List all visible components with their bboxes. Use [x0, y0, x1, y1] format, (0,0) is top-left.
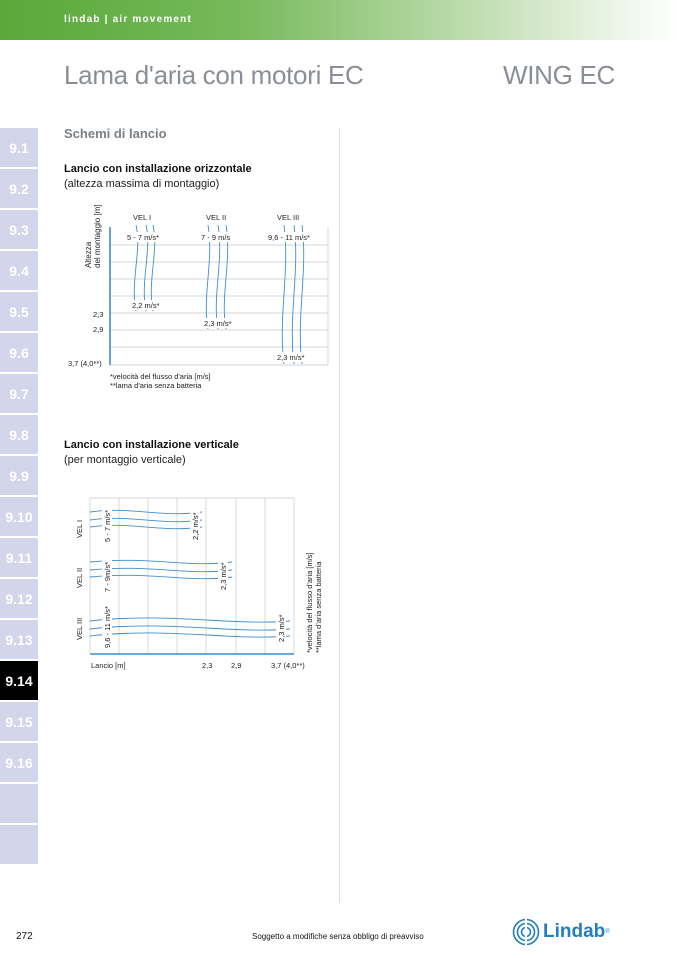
height-axis-label-2: del montaggio [m]: [93, 204, 102, 268]
distance-tick-2: 2,9: [231, 661, 242, 670]
start-speed-vel-2: 7 - 9m/s*: [103, 561, 112, 592]
end-speed-vert-vel-3: 2,3 m/s*: [277, 614, 286, 642]
horizontal-heading: Lancio con installazione orizzontale: [64, 163, 252, 175]
column-vel-2: VEL II: [206, 213, 227, 222]
tab-empty[interactable]: [0, 825, 38, 864]
vertical-heading: Lancio con installazione verticale: [64, 439, 239, 451]
start-speed-vel-1: 5 - 7 m/s*: [103, 509, 112, 542]
tab-9-8[interactable]: 9.8: [0, 415, 38, 454]
tab-9-10[interactable]: 9.10: [0, 497, 38, 536]
page-title: Lama d'aria con motori EC: [64, 60, 364, 90]
horizontal-throw-diagram: [60, 196, 340, 401]
tab-9-1[interactable]: 9.1: [0, 128, 38, 167]
top-bar: [0, 0, 677, 40]
tab-9-2[interactable]: 9.2: [0, 169, 38, 208]
product-title: WING EC: [502, 60, 615, 90]
tab-9-4[interactable]: 9.4: [0, 251, 38, 290]
end-speed-vel-2: 2,3 m/s*: [204, 319, 232, 328]
start-speed-vel-3: 9,6 - 11 m/s*: [103, 606, 112, 648]
distance-tick-1: 2,3: [202, 661, 213, 670]
chapter-tabs: [0, 128, 38, 866]
footer-note: Soggetto a modifiche senza obbligo di preavviso: [252, 932, 424, 941]
tab-9-6[interactable]: 9.6: [0, 333, 38, 372]
column-vel-3: VEL III: [277, 213, 300, 222]
vertical-footnote-2: **lama d'aria senza batteria: [314, 561, 323, 653]
tab-9-9[interactable]: 9.9: [0, 456, 38, 495]
tab-empty[interactable]: [0, 784, 38, 823]
tab-9-11[interactable]: 9.11: [0, 538, 38, 577]
end-speed-vel-3: 2,3 m/s*: [277, 353, 305, 362]
vertical-footnote-1: *velocità del flusso d'aria [m/s]: [305, 552, 314, 653]
horizontal-footnote-1: *velocità del flusso d'aria [m/s]: [110, 372, 211, 381]
tab-9-15[interactable]: 9.15: [0, 702, 38, 741]
tab-9-12[interactable]: 9.12: [0, 579, 38, 618]
throw-axis-label: Lancio [m]: [91, 661, 126, 670]
tab-9-13[interactable]: 9.13: [0, 620, 38, 659]
end-speed-vert-vel-2: 2,3 m/s*: [219, 562, 228, 590]
row-vel-3: VEL III: [75, 617, 84, 640]
height-tick-3: 3,7 (4,0**): [68, 359, 102, 368]
section-title: Schemi di lancio: [64, 126, 167, 141]
row-vel-2: VEL II: [75, 567, 84, 588]
tab-9-16[interactable]: 9.16: [0, 743, 38, 782]
height-axis-label-1: Altezza: [84, 241, 93, 268]
top-speed-vel-3: 9,6 - 11 m/s*: [268, 233, 310, 242]
horizontal-subheading: (altezza massima di montaggio): [64, 178, 220, 190]
lindab-logo-icon: [512, 918, 540, 946]
end-speed-vert-vel-1: 2,2 m/s*: [191, 512, 200, 540]
tab-9-14[interactable]: 9.14: [0, 661, 38, 700]
top-speed-vel-1: 5 - 7 m/s*: [127, 233, 160, 242]
tab-9-5[interactable]: 9.5: [0, 292, 38, 331]
row-vel-1: VEL I: [75, 519, 84, 538]
vertical-throw-diagram: [60, 490, 338, 685]
tab-9-7[interactable]: 9.7: [0, 374, 38, 413]
top-speed-vel-2: 7 - 9 m/s: [201, 233, 231, 242]
logo-registered-mark: ®: [605, 929, 610, 935]
horizontal-footnote-2: **lama d'aria senza batteria: [110, 381, 202, 390]
page-number: 272: [16, 931, 33, 942]
logo-wordmark: Lindab: [543, 921, 606, 942]
column-vel-1: VEL I: [133, 213, 152, 222]
distance-tick-3: 3,7 (4,0**): [271, 661, 305, 670]
brand-label: lindab | air movement: [64, 14, 193, 25]
height-tick-1: 2,3: [93, 310, 104, 319]
end-speed-vel-1: 2,2 m/s*: [132, 301, 160, 310]
tab-9-3[interactable]: 9.3: [0, 210, 38, 249]
height-tick-2: 2,9: [93, 325, 104, 334]
vertical-subheading: (per montaggio verticale): [64, 454, 186, 466]
lindab-logo: [512, 918, 610, 946]
